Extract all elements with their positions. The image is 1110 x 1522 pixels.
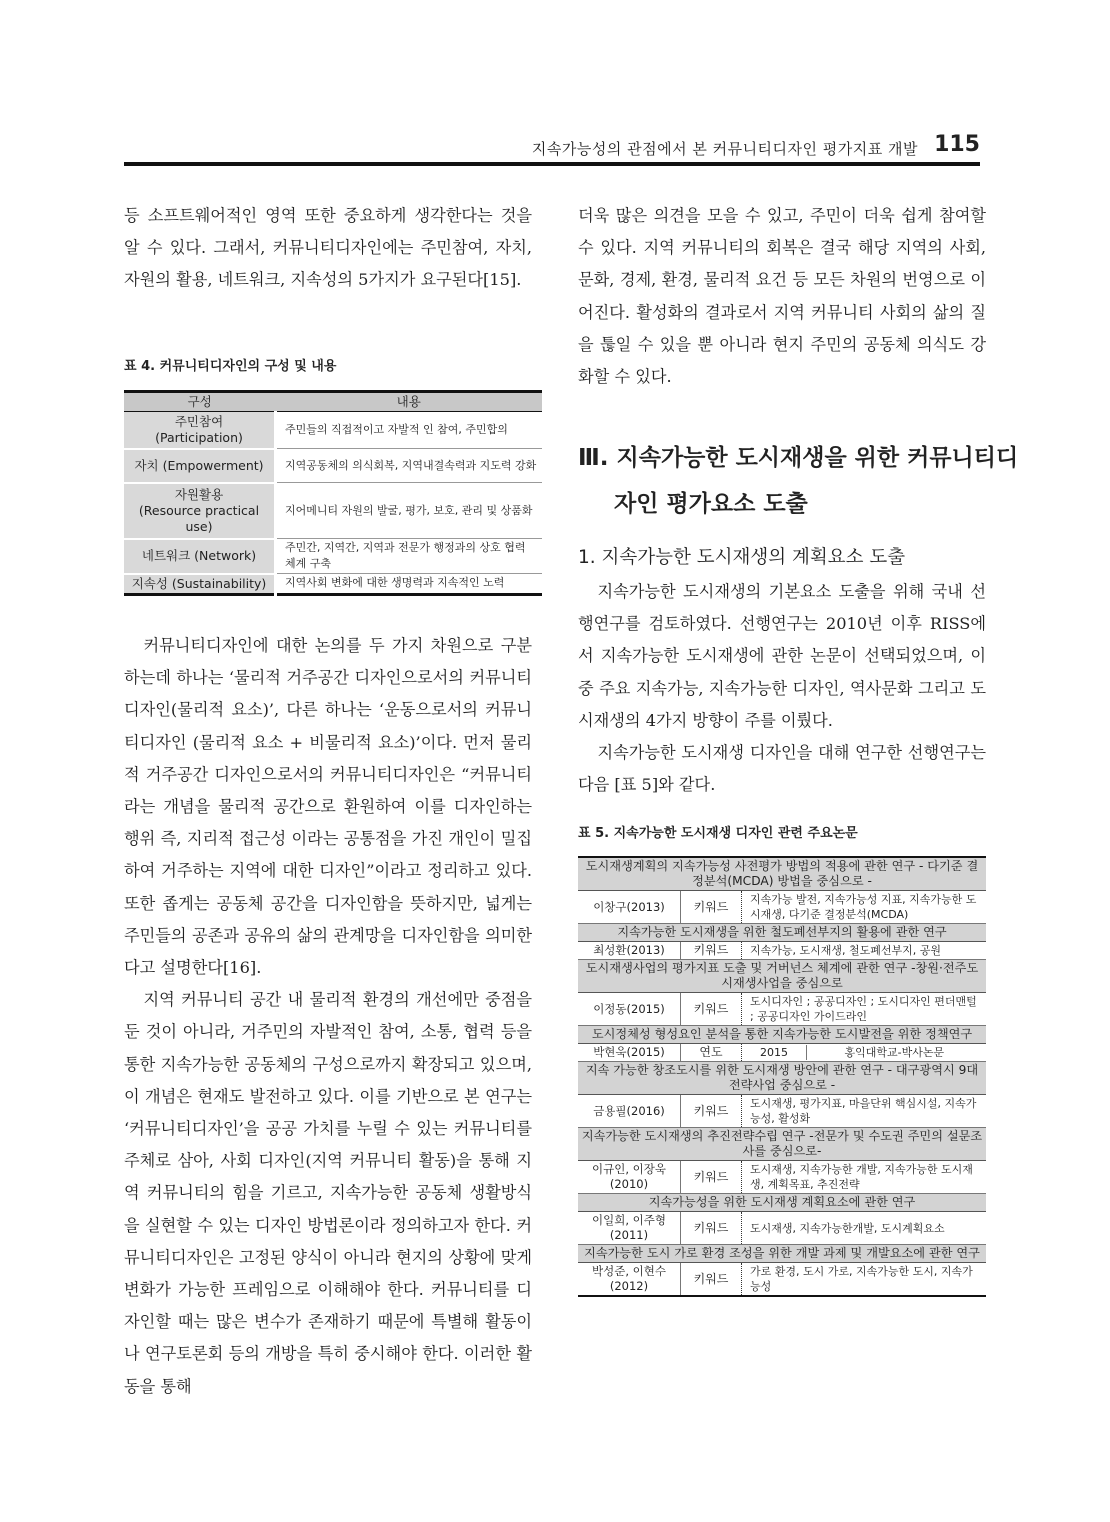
table5-value: 도시디자인 ; 공공디자인 ; 도시디자인 편더맨털 ; 공공디자인 가이드라인 — [742, 993, 987, 1026]
right-p1-text: 더욱 많은 의견을 모을 수 있고, 주민이 더욱 쉽게 참여할 수 있다. 지역 커뮤니티의 회복은 결국 해당 지역의 사회, 문화, 경제, 환경, 물리적 요건 등 모든 차원의 번영으로 이어진다. 활성화의 결과로서 지역 커뮤니티 사회의 삶의 질을 툲일 수 있을 뿐 아니라 현지 주민의 공동체 의식도 강화할 수 있다. — [578, 206, 986, 387]
table5-extra: 홍익대학교-박사논문 — [844, 1046, 945, 1059]
table5-author: 박현욱(2015) — [578, 1044, 681, 1062]
table5-label: 키워드 — [681, 942, 742, 960]
left-p2-text: 커뮤니티디자인에 대한 논의를 두 가지 차원으로 구분하는데 하나는 ‘물리적 거주공간 디자인으로서의 커뮤니티디자인(물리적 요소)’, 다른 하나는 ‘운동으로서의 커뮤니티디자인 (물리적 요소 + 비물리적 요소)’이다. 먼저 물리적 거주공간 디자인으로서의 커뮤니티디자인은 “커뮤니티라는 개념을 물리적 공간으로 환원하여 이를 디자인하는 행위 즉, 지리적 접근성 이라는 공통점을 가진 개인이 밀집하여 거주하는 지역에 대한 디자인”이라고 정리하고 있다. 또한 좁게는 공동체 공간을 디자인함을 뜻하지만, 넓게는 주민들의 공존과 공유의 삶의 관계망을 디자인함을 의미한다고 설명한다[16]. — [124, 636, 532, 978]
header-rule — [124, 162, 980, 166]
table5-author: 금용필(2016) — [578, 1095, 681, 1128]
table5-author: 이규인, 이장욱 (2010) — [578, 1161, 681, 1194]
table5-label: 키워드 — [681, 1161, 742, 1194]
table4-key: 자원활용 (Resource practical use) — [124, 483, 276, 539]
table5-title: 도시재생사업의 평가지표 도출 및 거버넌스 체계에 관한 연구 -창원·전주도시재생사업을 중심으로 — [578, 960, 986, 993]
page-number: 115 — [934, 132, 980, 157]
table5-label: 키워드 — [681, 1263, 742, 1297]
table5-title: 지속가능한 도시 가로 환경 조성을 위한 개발 과제 및 개발요소에 관한 연구 — [578, 1245, 986, 1263]
table5-value: 도시재생, 지속가능한 개발, 지속가능한 도시재생, 계획목표, 추진전략 — [742, 1161, 987, 1194]
table-row — [578, 942, 986, 960]
table5-label: 연도 — [681, 1044, 742, 1062]
left-body — [124, 630, 532, 1403]
table4-value: 주민간, 지역간, 지역과 전문가 행정과의 상호 협력 체계 구축 — [276, 539, 543, 574]
table4-header-2: 내용 — [276, 392, 543, 412]
running-header — [124, 132, 980, 162]
table5-label: 키워드 — [681, 1212, 742, 1245]
table-row — [578, 1044, 986, 1062]
table5 — [578, 856, 986, 1297]
table5-author: 이일희, 이주형 (2011) — [578, 1212, 681, 1245]
table-row — [578, 993, 986, 1026]
table5-value-cell — [742, 1044, 987, 1062]
table4-key: 주민참여 (Participation) — [124, 412, 276, 449]
table-row — [124, 449, 542, 483]
table5-label: 키워드 — [681, 1095, 742, 1128]
table4-value: 지역사회 변화에 대한 생명력과 지속적인 노력 — [276, 574, 543, 595]
table4 — [124, 390, 542, 596]
table5-label: 키워드 — [681, 993, 742, 1026]
table5-title: 지속가능성을 위한 도시재생 계획요소에 관한 연구 — [578, 1194, 986, 1212]
table5-title: 지속가능한 도시재생의 추진전략수립 연구 -전문가 및 수도권 주민의 설문조사를 중심으로- — [578, 1128, 986, 1161]
table-row — [578, 1212, 986, 1245]
table-row — [578, 1263, 986, 1297]
table5-caption: 표 5. 지속가능한 도시재생 디자인 관련 주요논문 — [578, 826, 858, 841]
table5-value: 지속가능 발전, 지속가능성 지표, 지속가능한 도시재생, 다기준 결정분석(MCDA) — [742, 891, 987, 924]
table5-label: 키워드 — [681, 891, 742, 924]
table5-title: 도시재생계획의 지속가능성 사전평가 방법의 적용에 관한 연구 - 다기준 결정분석(MCDA) 방법을 중심으로 - — [578, 857, 986, 891]
table4-key: 자치 (Empowerment) — [124, 449, 276, 483]
section-heading-line-1: Ⅲ. 지속가능한 도시재생을 위한 커뮤니티디 — [578, 445, 1019, 471]
section-heading-line-2: 자인 평가요소 도출 — [614, 491, 808, 517]
table5-author: 최성환(2013) — [578, 942, 681, 960]
table4-key: 지속성 (Sustainability) — [124, 574, 276, 595]
table-row — [124, 412, 542, 449]
table5-author: 이창구(2013) — [578, 891, 681, 924]
table-row — [578, 1161, 986, 1194]
table5-author: 이정동(2015) — [578, 993, 681, 1026]
table4-value: 지어메니티 자원의 발굴, 평가, 보호, 관리 및 상품화 — [276, 483, 543, 539]
table5-value: 도시재생, 지속가능한개발, 도시계획요소 — [742, 1212, 987, 1245]
table5-author: 박성준, 이현수 (2012) — [578, 1263, 681, 1297]
right-paragraph-1 — [578, 200, 986, 393]
table5-title: 도시정체성 형성요인 분석을 통한 지속가능한 도시발전을 위한 정책연구 — [578, 1026, 986, 1044]
table5-title: 지속 가능한 창조도시를 위한 도시재생 방안에 관한 연구 - 대구광역시 9대 전략사업 중심으로 - — [578, 1062, 986, 1095]
right-p2-text: 지속가능한 도시재생의 기본요소 도출을 위해 국내 선행연구를 검토하였다. 선행연구는 2010년 이후 RISS에서 지속가능한 도시재생에 관한 논문이 선택되었으며, 이 중 주요 지속가능, 지속가능한 디자인, 역사문화 그리고 도시재생의 4가지 방향이 주를 이뤘다. — [578, 582, 986, 730]
left-paragraph-1 — [124, 200, 532, 297]
table5-year: 2015 — [742, 1045, 807, 1060]
table5-title: 지속가능한 도시재생을 위한 철도폐선부지의 활용에 관한 연구 — [578, 924, 986, 942]
table-row — [578, 891, 986, 924]
table-row — [124, 539, 542, 574]
left-p3-text: 지역 커뮤니티 공간 내 물리적 환경의 개선에만 중점을 둔 것이 아니라, 거주민의 자발적인 참여, 소통, 협력 등을 통한 지속가능한 공동체의 구성으로까지 확장되고 있으며, 이 개념은 현재도 발전하고 있다. 이를 기반으로 본 연구는 ‘커뮤니티디자인’을 공공 가치를 누릴 수 있는 커뮤니티를 주체로 삼아, 사회 디자인(지역 커뮤니티 활동)을 통해 지역 커뮤니티의 힘을 기르고, 지속가능한 공동체 생활방식을 실현할 수 있는 디자인 방법론이라 정의하고자 한다. 커뮤니티디자인은 고정된 양식이 아니라 현지의 상황에 맞게 변화가 가능한 프레임으로 이해해야 한다. 커뮤니티를 디자인할 때는 많은 변수가 존재하기 때문에 특별해 활동이나 연구토론회 등의 개방을 특히 중시해야 한다. 이러한 활동을 통해 — [124, 990, 532, 1396]
subsection-heading: 1. 지속가능한 도시재생의 계획요소 도출 — [578, 547, 906, 568]
right-p3-text: 지속가능한 도시재생 디자인을 대해 연구한 선행연구는 다음 [표 5]와 같다. — [578, 743, 986, 795]
table-row — [578, 1095, 986, 1128]
table5-value: 가로 환경, 도시 가로, 지속가능한 도시, 지속가능성 — [742, 1263, 987, 1297]
table5-value: 도시재생, 평가지표, 마을단위 핵심시설, 지속가능성, 활성화 — [742, 1095, 987, 1128]
header-title: 지속가능성의 관점에서 본 커뮤니티디자인 평가지표 개발 — [531, 140, 918, 158]
left-p1-text: 등 소프트웨어적인 영역 또한 중요하게 생각한다는 것을 알 수 있다. 그래서, 커뮤니티디자인에는 주민참여, 자치, 자원의 활용, 네트워크, 지속성의 5가지가 요구된다[15]. — [124, 206, 532, 290]
table5-value: 지속가능, 도시재생, 철도폐선부지, 공원 — [742, 942, 987, 960]
table-row — [124, 574, 542, 595]
table-row — [124, 483, 542, 539]
table4-key: 네트워크 (Network) — [124, 539, 276, 574]
table4-header-1: 구성 — [124, 392, 276, 412]
right-body — [578, 576, 986, 801]
table4-value: 주민들의 직접적이고 자발적 인 참여, 주민합의 — [276, 412, 543, 449]
table4-value: 지역공동체의 의식회복, 지역내결속력과 지도력 강화 — [276, 449, 543, 483]
table4-caption: 표 4. 커뮤니티디자인의 구성 및 내용 — [124, 359, 337, 374]
